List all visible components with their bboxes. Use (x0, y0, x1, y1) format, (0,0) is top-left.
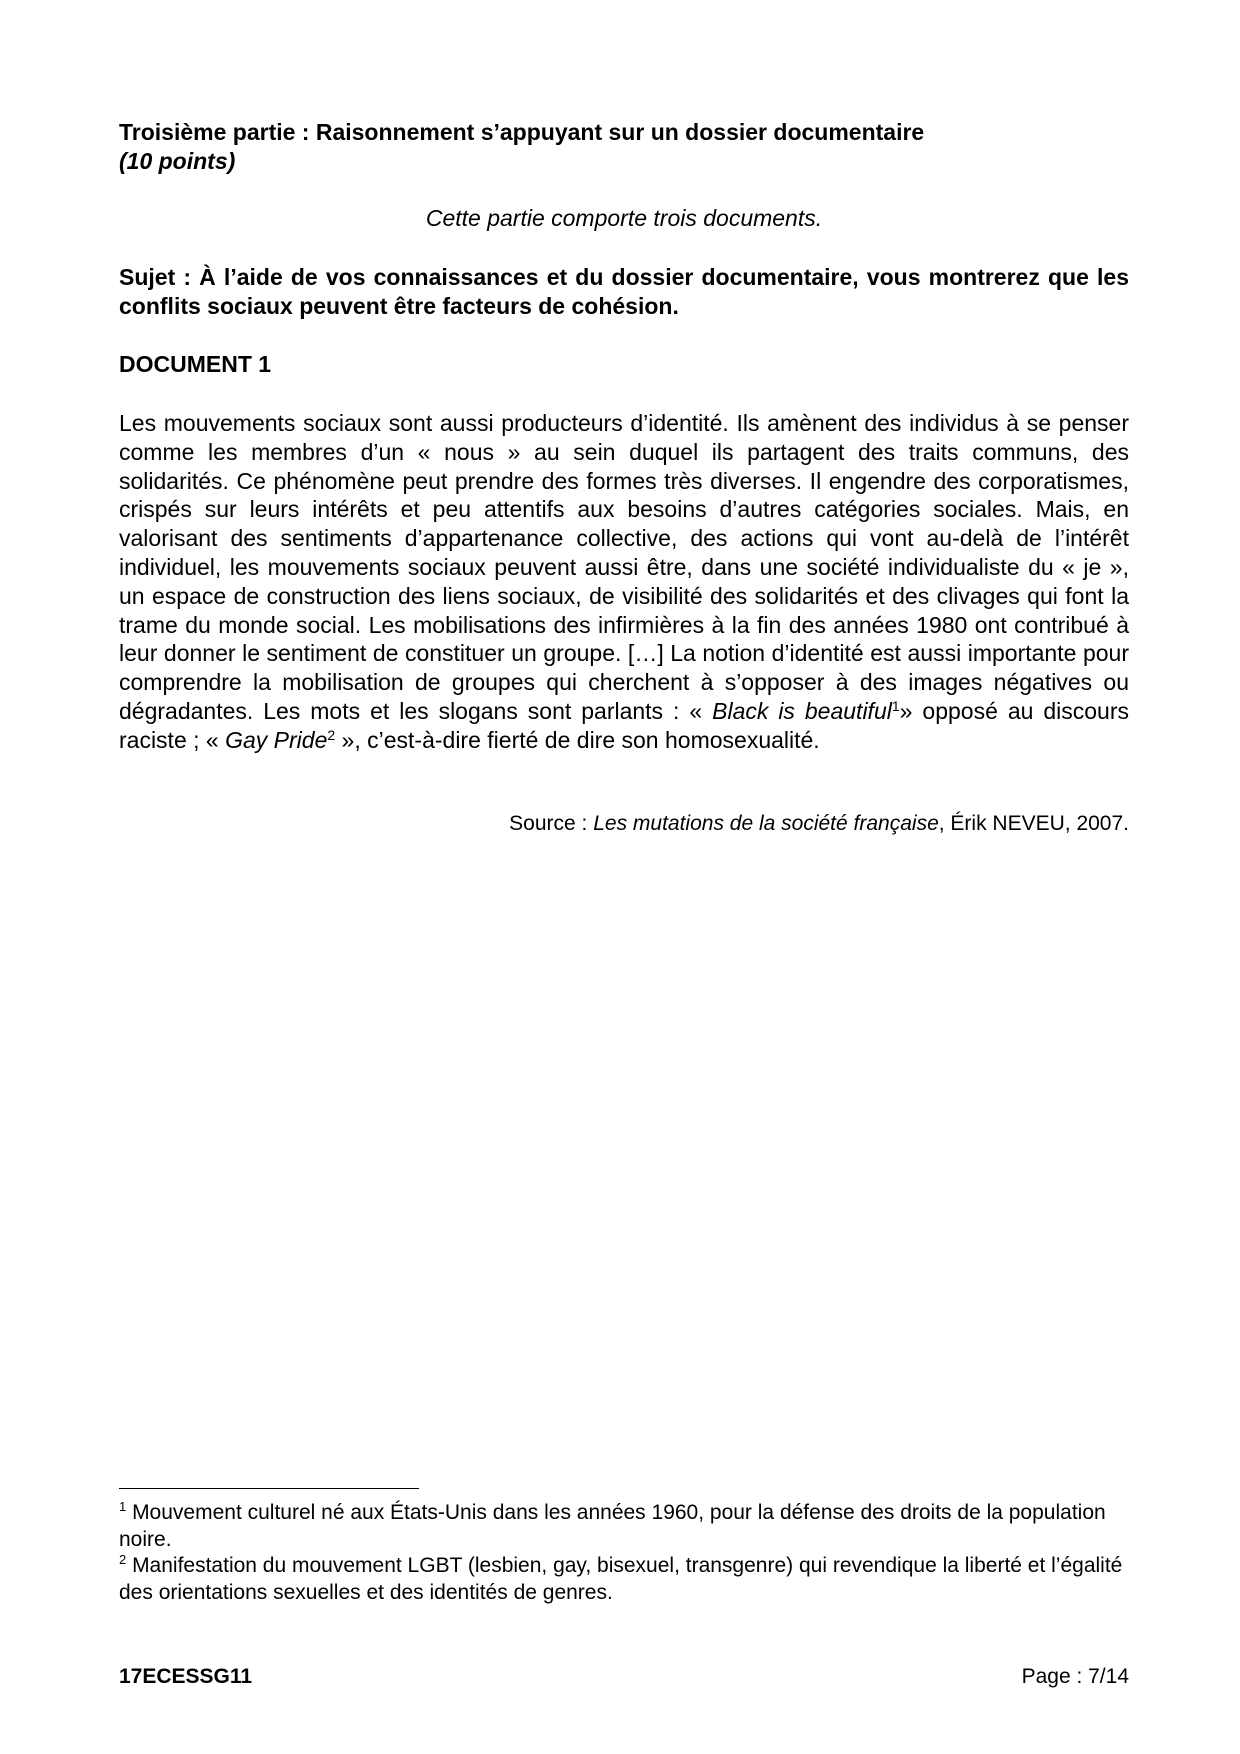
document-body (119, 409, 1129, 755)
document-text-part2: » opposé au discours raciste ; « (119, 697, 1130, 753)
footnote-separator (119, 1488, 419, 1489)
footnote-2-text: Manifestation du mouvement LGBT (lesbien, gay, bisexuel, transgenre) qui revendique la liberté et l’égalité des orientations sexuelles et des identités de genres. (119, 1554, 1123, 1604)
footnote-ref-2: 2 (327, 726, 336, 743)
document-text-part3: », c’est-à-dire fierté de dire son homosexualité. (335, 726, 820, 753)
footnote-1 (119, 1500, 1129, 1553)
footnote-ref-1: 1 (891, 697, 900, 714)
intro-text: Cette partie comporte trois documents. (425, 205, 823, 231)
page-number: Page : 7/14 (1021, 1665, 1129, 1688)
exam-code: 17ECESSG11 (119, 1665, 253, 1688)
slogan-black-is-beautiful: Black is beautiful (712, 697, 892, 724)
document-title: DOCUMENT 1 (119, 351, 272, 377)
section-title: Troisième partie : Raisonnement s’appuyant sur un dossier documentaire (119, 119, 925, 145)
source-suffix: , Érik NEVEU, 2007. (938, 812, 1129, 835)
footnotes (119, 1500, 1129, 1606)
slogan-gay-pride: Gay Pride (225, 726, 328, 753)
footnote-1-number: 1 (119, 1499, 127, 1514)
document-text-part1: Les mouvements sociaux sont aussi producteurs d’identité. Ils amènent des individus à se penser comme les membres d’un « nous » au sein duquel ils partagent des traits communs, des solidarités. Ce phénomène peut prendre des formes très diverses. Il engendre des corporatismes, crispés sur leurs intérêts et peu attentifs aux besoins d’autres catégories sociales. Mais, en valorisant des sentiments d’appartenance collective, des actions qui vont au-delà de l’intérêt individuel, les mouvements sociaux peuvent aussi être, dans une société individualiste du « je », un espace de construction des liens sociaux, de visibilité des solidarités et des clivages qui font la trame du monde social. Les mobilisations des infirmières à la fin des années 1980 ont contribué à leur donner le sentiment de constituer un groupe. […] La notion d’identité est aussi importante pour comprendre la mobilisation de groupes qui cherchent à s’opposer à des images négatives ou dégradantes. Les mots et les slogans sont parlants : « (119, 410, 1129, 724)
source-citation (119, 810, 1129, 838)
subject-text: Sujet : À l’aide de vos connaissances et du dossier documentaire, vous montrerez que les conflits sociaux peuvent être facteurs de cohésion. (119, 264, 1129, 319)
source-work: Les mutations de la société française (593, 812, 939, 835)
section-points: (10 points) (119, 148, 236, 174)
footnote-2-number: 2 (119, 1552, 127, 1567)
footnote-1-text: Mouvement culturel né aux États-Unis dans les années 1960, pour la défense des droits de la population noire. (119, 1501, 1106, 1551)
footnote-2 (119, 1553, 1129, 1606)
source-prefix: Source : (509, 812, 594, 835)
section-heading (119, 118, 1129, 176)
